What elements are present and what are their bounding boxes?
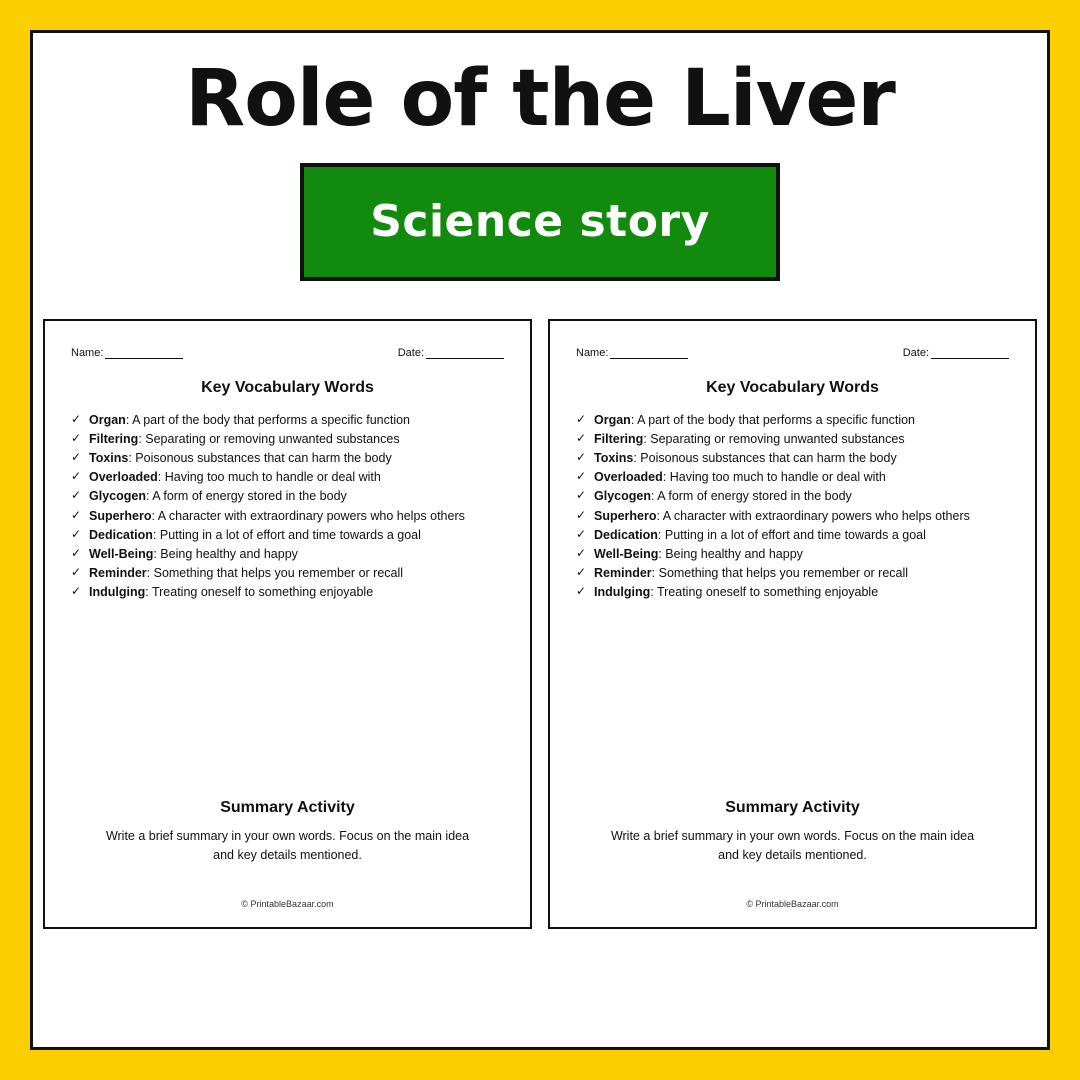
vocab-term: Toxins xyxy=(89,451,129,466)
vocab-term: Organ xyxy=(594,412,631,427)
vocab-definition: : Treating oneself to something enjoyable xyxy=(650,585,879,600)
summary-instructions: Write a brief summary in your own words. Focus on the main idea and key details mentioned. xyxy=(105,829,470,863)
vocab-term: Glycogen xyxy=(594,489,651,504)
vocab-definition: : Poisonous substances that can harm the body xyxy=(633,451,897,466)
vocab-definition: : A form of energy stored in the body xyxy=(145,489,347,504)
check-icon: ✓ xyxy=(71,584,82,599)
date-label: Date: xyxy=(397,346,424,359)
check-icon: ✓ xyxy=(71,450,82,465)
check-icon: ✓ xyxy=(576,450,587,465)
check-icon: ✓ xyxy=(71,469,82,484)
date-field[interactable] xyxy=(903,347,1009,359)
vocab-definition: : Poisonous substances that can harm the body xyxy=(128,451,392,466)
summary-heading: Summary Activity xyxy=(725,799,860,817)
vocab-heading: Key Vocabulary Words xyxy=(201,378,374,396)
vocab-text xyxy=(89,564,504,582)
vocab-text xyxy=(89,526,504,544)
student-meta-row xyxy=(71,347,504,359)
list-item xyxy=(576,487,1009,505)
name-label: Name: xyxy=(71,346,104,359)
vocab-text xyxy=(89,487,504,505)
vocab-text xyxy=(594,430,1009,448)
vocab-text xyxy=(89,430,504,448)
student-meta-row xyxy=(576,347,1009,359)
vocab-term: Toxins xyxy=(594,451,634,466)
vocab-term: Reminder xyxy=(89,565,147,580)
summary-section xyxy=(71,799,504,865)
list-item xyxy=(71,526,504,544)
vocab-text xyxy=(594,507,1009,525)
vocab-definition: : Treating oneself to something enjoyable xyxy=(145,585,374,600)
vocab-definition: : Putting in a lot of effort and time towards a goal xyxy=(152,527,421,542)
check-icon: ✓ xyxy=(576,545,587,560)
list-item xyxy=(576,545,1009,563)
vocab-definition: : Being healthy and happy xyxy=(153,546,298,561)
vocab-term: Superhero xyxy=(594,508,657,523)
check-icon: ✓ xyxy=(576,507,587,522)
vocab-text xyxy=(89,545,504,563)
list-item xyxy=(71,564,504,582)
vocab-text xyxy=(594,468,1009,486)
check-icon: ✓ xyxy=(576,564,587,579)
date-field[interactable] xyxy=(398,347,504,359)
list-item xyxy=(576,449,1009,467)
vocab-text xyxy=(89,449,504,467)
vocab-definition: : A character with extraordinary powers who helps others xyxy=(151,508,465,523)
list-item xyxy=(71,468,504,486)
check-icon: ✓ xyxy=(71,564,82,579)
check-icon: ✓ xyxy=(576,526,587,541)
vocab-definition: : A part of the body that performs a specific function xyxy=(630,412,915,427)
vocab-definition: : Something that helps you remember or recall xyxy=(651,565,909,580)
summary-section xyxy=(576,799,1009,865)
vocab-term: Well-Being xyxy=(89,546,154,561)
date-input-line[interactable] xyxy=(931,347,1009,359)
list-item xyxy=(576,583,1009,601)
vocab-text xyxy=(89,507,504,525)
check-icon: ✓ xyxy=(71,431,82,446)
vocab-definition: : Separating or removing unwanted substances xyxy=(138,432,400,447)
vocab-term: Indulging xyxy=(89,585,146,600)
check-icon: ✓ xyxy=(576,411,587,426)
vocab-term: Indulging xyxy=(594,585,651,600)
check-icon: ✓ xyxy=(576,488,587,503)
list-item xyxy=(576,507,1009,525)
check-icon: ✓ xyxy=(71,526,82,541)
vocab-term: Glycogen xyxy=(89,489,146,504)
vocab-term: Superhero xyxy=(89,508,152,523)
vocab-text xyxy=(594,487,1009,505)
vocab-list xyxy=(71,411,504,602)
list-item xyxy=(576,430,1009,448)
check-icon: ✓ xyxy=(71,488,82,503)
footer-credit: © PrintableBazaar.com xyxy=(746,898,839,909)
vocab-definition: : A part of the body that performs a specific function xyxy=(125,412,410,427)
date-label: Date: xyxy=(902,346,929,359)
vocab-definition: : Putting in a lot of effort and time towards a goal xyxy=(657,527,926,542)
vocab-list xyxy=(576,411,1009,602)
vocab-term: Overloaded xyxy=(594,470,663,485)
vocab-heading: Key Vocabulary Words xyxy=(706,378,879,396)
list-item xyxy=(576,526,1009,544)
vocab-term: Well-Being xyxy=(594,546,659,561)
vocab-text xyxy=(89,468,504,486)
vocab-term: Filtering xyxy=(594,432,644,447)
check-icon: ✓ xyxy=(71,411,82,426)
vocab-text xyxy=(594,449,1009,467)
list-item xyxy=(576,411,1009,429)
check-icon: ✓ xyxy=(71,507,82,522)
vocab-term: Reminder xyxy=(594,565,652,580)
vocab-definition: : Having too much to handle or deal with xyxy=(662,470,886,485)
subtitle-label: Science story xyxy=(370,196,710,248)
vocab-definition: : Having too much to handle or deal with xyxy=(157,470,381,485)
vocab-definition: : Separating or removing unwanted substances xyxy=(643,432,905,447)
poster-card xyxy=(30,30,1050,1050)
vocab-text xyxy=(594,545,1009,563)
vocab-text xyxy=(594,526,1009,544)
list-item xyxy=(71,583,504,601)
vocab-term: Filtering xyxy=(89,432,139,447)
vocab-term: Overloaded xyxy=(89,470,158,485)
vocab-term: Dedication xyxy=(594,527,658,542)
vocab-term: Dedication xyxy=(89,527,153,542)
vocab-text xyxy=(594,583,1009,601)
check-icon: ✓ xyxy=(576,584,587,599)
list-item xyxy=(71,449,504,467)
worksheet-page-left xyxy=(43,319,532,929)
vocab-text xyxy=(594,411,1009,429)
worksheet-page-right xyxy=(548,319,1037,929)
name-field[interactable] xyxy=(576,347,688,359)
list-item xyxy=(576,468,1009,486)
vocab-text xyxy=(89,583,504,601)
vocab-term: Organ xyxy=(89,412,126,427)
vocab-definition: : A form of energy stored in the body xyxy=(650,489,852,504)
list-item xyxy=(71,487,504,505)
list-item xyxy=(71,545,504,563)
check-icon: ✓ xyxy=(71,545,82,560)
date-input-line[interactable] xyxy=(426,347,504,359)
page-title: Role of the Liver xyxy=(185,54,895,144)
list-item xyxy=(71,430,504,448)
list-item xyxy=(71,411,504,429)
summary-heading: Summary Activity xyxy=(220,799,355,817)
summary-instructions: Write a brief summary in your own words. Focus on the main idea and key details mentioned. xyxy=(610,829,975,863)
vocab-text xyxy=(594,564,1009,582)
name-input-line[interactable] xyxy=(105,347,183,359)
worksheet-pages xyxy=(33,319,1047,929)
vocab-definition: : Being healthy and happy xyxy=(658,546,803,561)
list-item xyxy=(71,507,504,525)
subtitle-banner xyxy=(300,163,780,281)
vocab-definition: : Something that helps you remember or recall xyxy=(146,565,404,580)
name-field[interactable] xyxy=(71,347,183,359)
vocab-definition: : A character with extraordinary powers who helps others xyxy=(656,508,970,523)
footer-credit: © PrintableBazaar.com xyxy=(241,898,334,909)
list-item xyxy=(576,564,1009,582)
name-label: Name: xyxy=(576,346,609,359)
check-icon: ✓ xyxy=(576,469,587,484)
vocab-text xyxy=(89,411,504,429)
name-input-line[interactable] xyxy=(610,347,688,359)
check-icon: ✓ xyxy=(576,431,587,446)
